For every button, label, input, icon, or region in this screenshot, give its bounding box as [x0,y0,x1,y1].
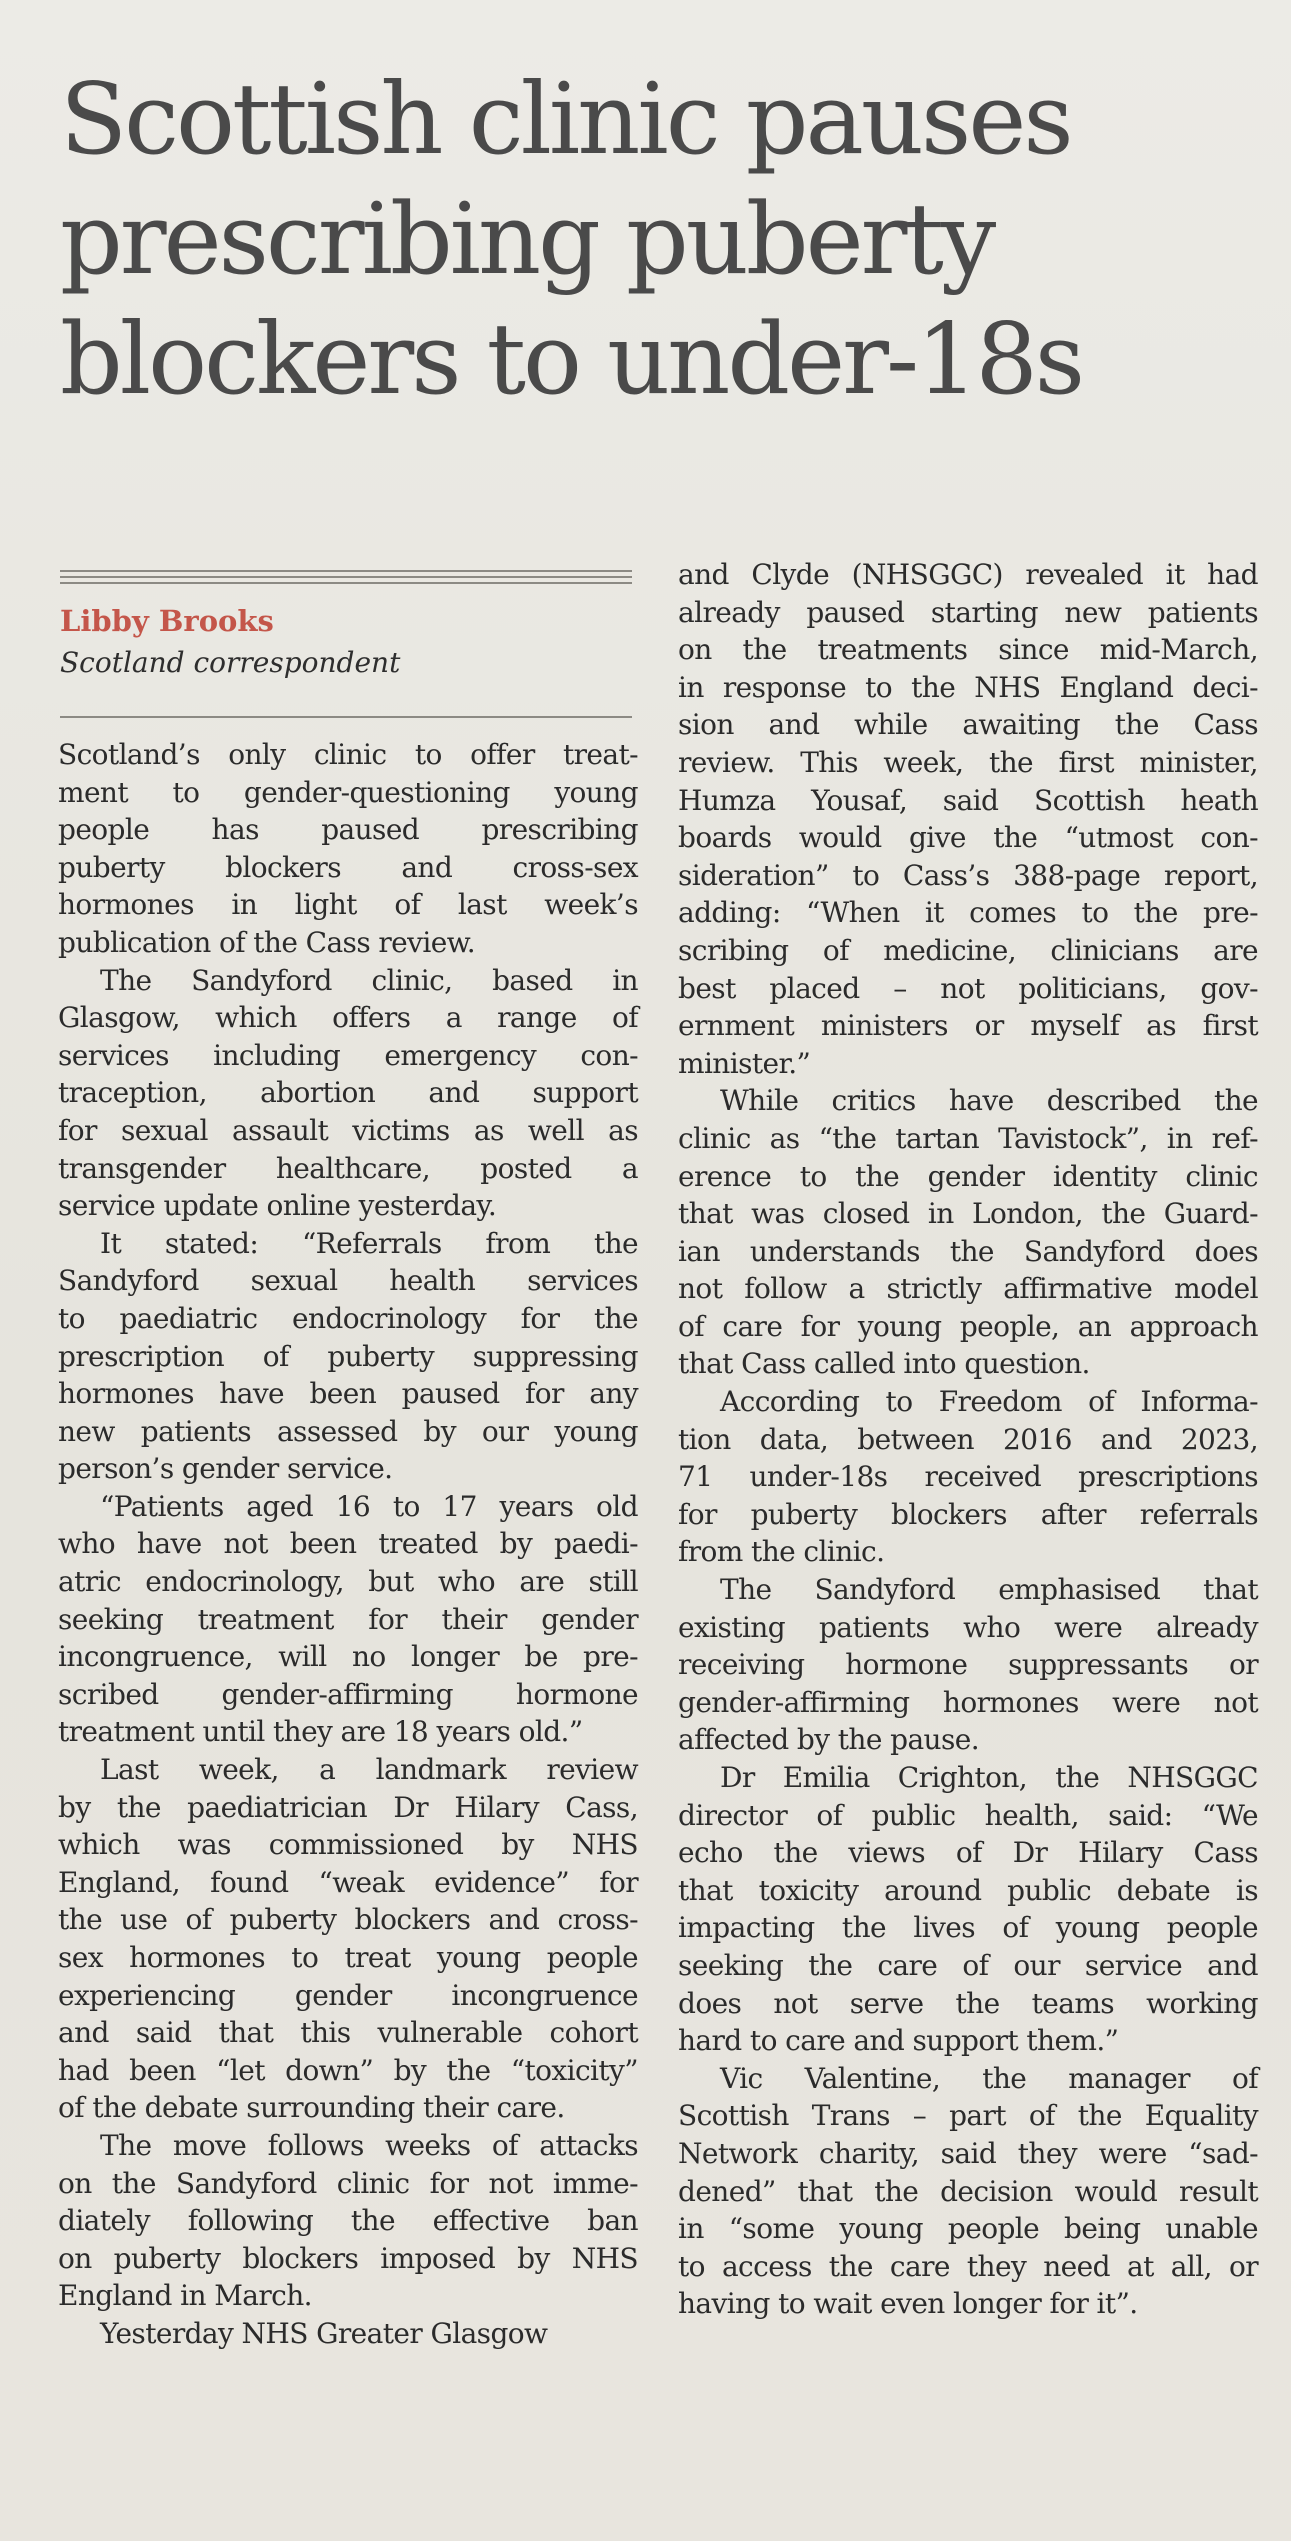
text-line: for puberty blockers after referrals [678,1497,1258,1531]
headline [60,60,1260,420]
text-line: review. This week, the first minister, [678,745,1258,779]
body-paragraph [678,1759,1258,2060]
text-line: 71 under-18s received prescriptions [678,1460,1258,1494]
text-line: Scottish Trans – part of the Equality [678,2099,1258,2133]
body-paragraph [678,556,1258,1082]
text-line: gender-affirming hormones were not [678,1685,1258,1719]
text-line: diately following the effective ban [58,2204,638,2238]
text-line: already paused starting new patients [678,595,1258,629]
body-paragraph [58,1488,638,1751]
text-line: of care for young people, an approach [678,1309,1258,1343]
text-line: According to Freedom of Informa- [720,1385,1258,1419]
text-line: which was commissioned by NHS [58,1828,638,1862]
text-line: treatment until they are 18 years old.” [58,1715,583,1749]
text-line: clinic as “the tartan Tavistock”, in ref- [678,1121,1258,1155]
text-line: affected by the pause. [678,1723,980,1757]
text-line: Vic Valentine, the manager of [720,2061,1258,2095]
body-paragraph [58,2315,638,2353]
text-line: While critics have described the [720,1084,1258,1118]
byline-author: Libby Brooks [60,604,274,638]
text-line: new patients assessed by our young [58,1414,638,1448]
text-line: incongruence, will no longer be pre- [58,1640,638,1674]
headline-line: Scottish clinic pauses [60,63,1071,177]
text-line: in response to the NHS England deci- [678,670,1258,704]
body-paragraph [678,1082,1258,1383]
body-paragraph [58,962,638,1225]
text-line: England, found “weak evidence” for [58,1865,638,1899]
byline-role: Scotland correspondent [60,646,401,679]
text-line: Dr Emilia Crighton, the NHSGGC [720,1761,1258,1794]
text-line: who have not been treated by paedi- [58,1527,638,1561]
text-line: ernment ministers or myself as first [678,1009,1258,1043]
text-line: service update online yesterday. [58,1189,497,1223]
text-line: ment to gender-questioning young [58,775,638,809]
text-line: from the clinic. [678,1535,885,1569]
text-line: Network charity, said they were “sad- [678,2136,1258,2170]
text-line: ian understands the Sandyford does [678,1234,1258,1268]
text-line: of the debate surrounding their care. [58,2091,565,2125]
body-column-2 [678,556,1258,2323]
text-line: best placed – not politicians, gov- [678,971,1258,1005]
text-line: “Patients aged 16 to 17 years old [100,1489,638,1523]
text-line: the use of puberty blockers and cross- [58,1903,638,1937]
text-line: hormones have been paused for any [58,1377,638,1411]
text-line: seeking treatment for their gender [58,1602,638,1636]
text-line: on the Sandyford clinic for not imme- [58,2166,638,2200]
byline-rules [60,570,632,592]
text-line: England in March. [58,2279,312,2313]
text-line: Sandyford sexual health services [58,1264,638,1298]
text-line: Humza Yousaf, said Scottish heath [678,783,1258,817]
text-line: that Cass called into question. [678,1347,1090,1381]
text-line: by the paediatrician Dr Hilary Cass, [58,1790,638,1824]
text-line: that was closed in London, the Guard- [678,1197,1258,1231]
text-line: It stated: “Referrals from the [100,1226,638,1260]
text-line: The Sandyford emphasised that [720,1573,1258,1607]
text-line: The move follows weeks of attacks [100,2128,638,2162]
text-line: traception, abortion and support [58,1076,638,1110]
text-line: echo the views of Dr Hilary Cass [678,1836,1258,1870]
text-line: The Sandyford clinic, based in [100,963,638,997]
body-paragraph [678,1571,1258,1759]
text-line: receiving hormone suppressants or [678,1648,1258,1682]
text-line: Glasgow, which offers a range of [58,1001,638,1035]
text-line: Scotland’s only clinic to offer treat- [58,738,638,771]
text-line: Yesterday NHS Greater Glasgow [100,2316,548,2350]
body-paragraph [58,1225,638,1488]
headline-line: prescribing puberty [60,183,994,297]
text-line: erence to the gender identity clinic [678,1159,1258,1193]
body-paragraph [678,1383,1258,1571]
text-line: sion and while awaiting the Cass [678,708,1258,742]
text-line: hard to care and support them.” [678,2024,1119,2058]
text-line: prescription of puberty suppressing [58,1339,638,1373]
body-paragraph [58,2127,638,2315]
text-line: having to wait even longer for it”. [678,2287,1138,2321]
text-line: seeking the care of our service and [678,1948,1258,1982]
text-line: on puberty blockers imposed by NHS [58,2241,638,2275]
text-line: impacting the lives of young people [678,1911,1258,1945]
text-line: minister.” [678,1046,811,1080]
text-line: and Clyde (NHSGGC) revealed it had [678,558,1258,591]
text-line: director of public health, said: “We [678,1798,1258,1832]
text-line: in “some young people being unable [678,2212,1258,2246]
text-line: experiencing gender incongruence [58,1978,638,2012]
text-line: people has paused prescribing [58,813,638,847]
text-line: for sexual assault victims as well as [58,1113,638,1147]
text-line: sideration” to Cass’s 388-page report, [678,858,1258,892]
text-line: Last week, a landmark review [100,1753,638,1787]
body-column-1 [58,736,638,2353]
text-line: existing patients who were already [678,1610,1258,1644]
text-line: scribed gender-affirming hormone [58,1677,638,1711]
headline-line: blockers to under-18s [60,303,1083,417]
text-line: to paediatric endocrinology for the [58,1301,638,1335]
text-line: services including emergency con- [58,1038,638,1072]
text-line: to access the care they need at all, or [678,2249,1258,2283]
text-line: transgender healthcare, posted a [58,1151,638,1185]
text-line: boards would give the “utmost con- [678,821,1258,855]
text-line: tion data, between 2016 and 2023, [678,1422,1258,1456]
text-line: and said that this vulnerable cohort [58,2016,638,2050]
text-line: sex hormones to treat young people [58,1941,638,1974]
text-line: publication of the Cass review. [58,925,476,959]
text-line: that toxicity around public debate is [678,1873,1258,1907]
text-line: atric endocrinology, but who are still [58,1565,638,1599]
text-line: on the treatments since mid-March, [678,633,1258,667]
text-line: had been “let down” by the “toxicity” [58,2053,638,2087]
text-line: adding: “When it comes to the pre- [678,896,1258,930]
body-paragraph [678,2060,1258,2323]
text-line: hormones in light of last week’s [58,888,638,922]
text-line: dened” that the decision would result [678,2174,1258,2208]
text-line: puberty blockers and cross-sex [58,850,638,884]
byline-divider [60,716,632,718]
body-paragraph [58,1751,638,2127]
text-line: does not serve the teams working [678,1986,1258,2020]
body-paragraph [58,736,638,962]
text-line: scribing of medicine, clinicians are [678,933,1258,967]
text-line: not follow a strictly affirmative model [678,1272,1258,1306]
text-line: person’s gender service. [58,1452,393,1486]
